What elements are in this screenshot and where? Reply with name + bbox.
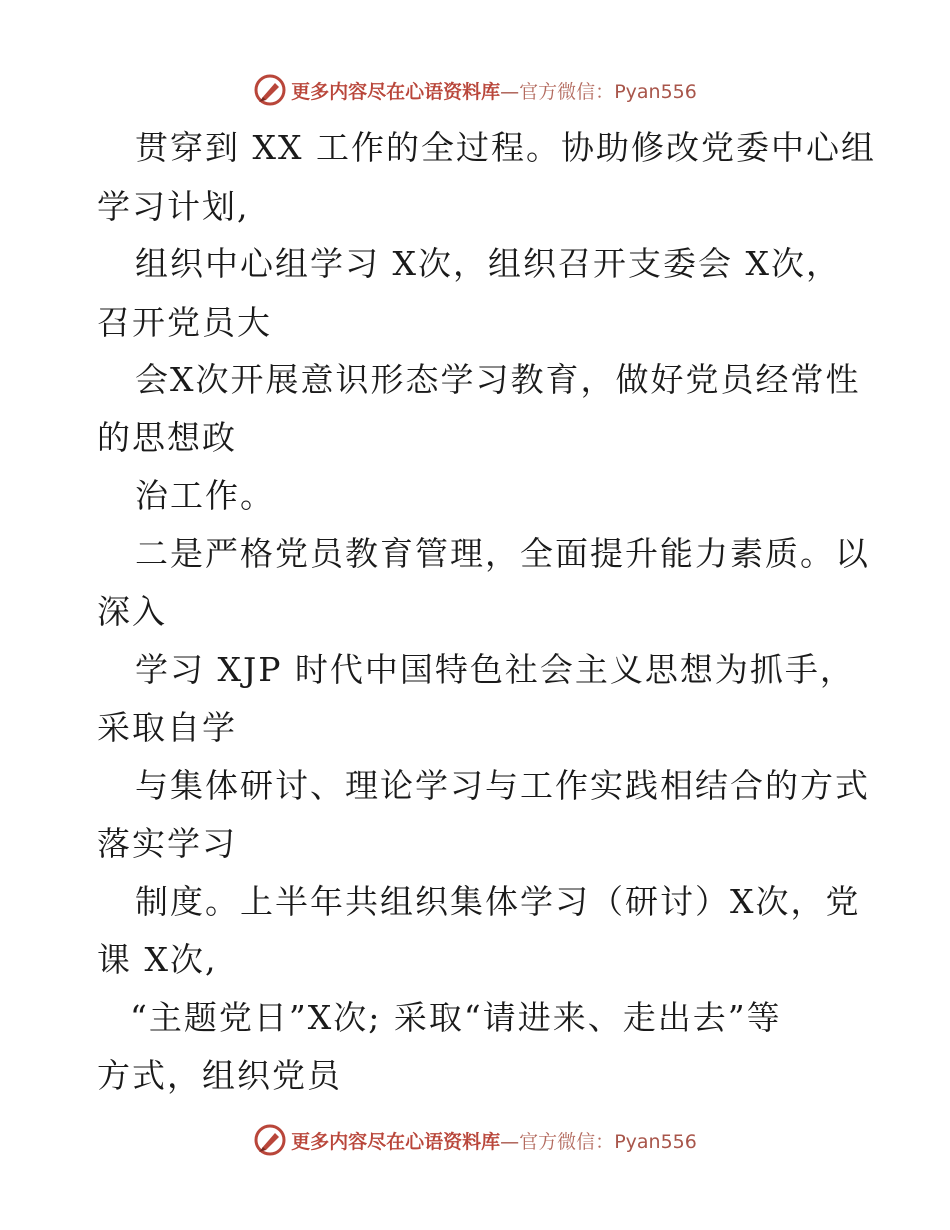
text-line: 学习计划, xyxy=(97,187,250,226)
watermark-wechat-id: Pyan556 xyxy=(614,1130,697,1153)
text-line: 与集体研讨、理论学习与工作实践相结合的方式 xyxy=(135,766,870,805)
watermark-text xyxy=(291,1127,697,1154)
text-line: 召开党员大 xyxy=(97,303,272,342)
watermark-wechat-label: 官方微信： xyxy=(519,1130,615,1153)
watermark-wechat-id: Pyan556 xyxy=(614,80,697,103)
watermark-text xyxy=(291,77,697,104)
watermark-dash: — xyxy=(500,80,520,103)
watermark-wechat-label: 官方微信： xyxy=(519,80,615,103)
text-line: 会X次开展意识形态学习教育，做好党员经常性 xyxy=(135,360,861,399)
text-line: 治工作。 xyxy=(135,476,275,515)
text-line: 落实学习 xyxy=(97,824,237,863)
text-line: 深入 xyxy=(97,592,167,631)
header-watermark xyxy=(0,70,950,110)
footer-watermark xyxy=(0,1120,950,1160)
text-line: 方式，组织党员 xyxy=(97,1056,342,1095)
text-line: 二是严格党员教育管理，全面提升能力素质。以 xyxy=(135,534,870,573)
watermark-brand: 更多内容尽在心语资料库 xyxy=(291,1130,501,1153)
text-line: 采取自学 xyxy=(97,708,237,747)
text-line: “主题党日”X次; 采取“请进来、走出去”等 xyxy=(130,998,782,1037)
text-line: 课 X次, xyxy=(97,940,218,979)
pen-logo-icon xyxy=(253,73,287,107)
watermark-brand: 更多内容尽在心语资料库 xyxy=(291,80,501,103)
watermark-dash: — xyxy=(500,1130,520,1153)
text-line: 的思想政 xyxy=(97,418,237,457)
text-line: 组织中心组学习 X次，组织召开支委会 X次， xyxy=(135,244,841,283)
text-line: 学习 XJP 时代中国特色社会主义思想为抓手， xyxy=(135,650,855,689)
pen-logo-icon xyxy=(253,1123,287,1157)
text-line: 贯穿到 XX 工作的全过程。协助修改党委中心组 xyxy=(135,128,876,167)
text-line: 制度。上半年共组织集体学习（研讨）X次，党 xyxy=(135,882,861,921)
